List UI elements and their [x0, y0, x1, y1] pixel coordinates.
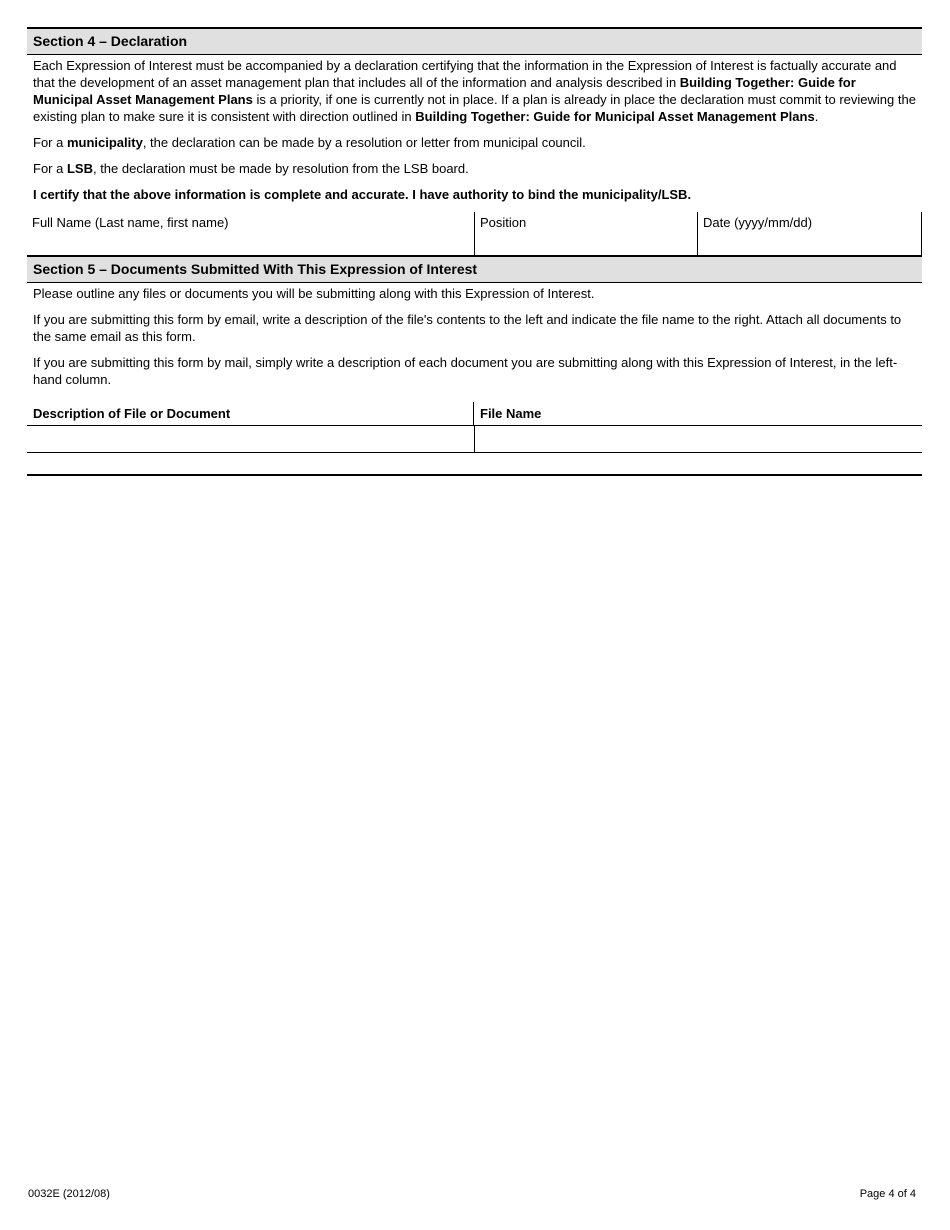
position-field[interactable]	[475, 212, 698, 255]
declaration-intro-text-2: is a priority, if one is currently not in place. If a plan is already in place the declaration must commit to reviewing the existing plan to make sure it is consistent with direction outlined in	[33, 92, 916, 124]
section-4-header	[27, 27, 922, 55]
page-number: Page 4 of 4	[859, 1188, 916, 1200]
position-label: Position	[480, 215, 527, 230]
declaration-intro-paragraph	[27, 57, 922, 125]
full-name-label: Full Name (Last name, first name)	[32, 215, 229, 230]
form-page	[27, 27, 922, 476]
lsb-paragraph	[27, 160, 922, 177]
documents-table-header	[27, 402, 922, 426]
lsb-text-1: For a	[33, 161, 67, 176]
municipality-bold: municipality	[66, 135, 143, 150]
declaration-intro-text-3: .	[814, 109, 819, 124]
municipality-text-1: For a	[33, 135, 67, 150]
guide-title-bold-1: Building Together: Guide for Municipal Asset Management Plans	[33, 75, 856, 107]
full-name-field[interactable]	[27, 212, 475, 255]
table-row	[27, 426, 922, 453]
declaration-intro-text-1: Each Expression of Interest must be accompanied by a declaration certifying that the information in the Expression of Interest is factually accurate and that the development of an asset management plan that includes all of the information and analysis described in	[33, 58, 897, 90]
municipality-text-2: , the declaration can be made by a resolution or letter from municipal council.	[142, 135, 586, 150]
section-4-title: Section 4 – Declaration	[33, 33, 188, 49]
table-bottom-row	[27, 453, 922, 476]
documents-intro-paragraph: Please outline any files or documents you will be submitting along with this Expression of Interest.	[33, 286, 595, 301]
form-id: 0032E (2012/08)	[28, 1188, 110, 1200]
date-label: Date (yyyy/mm/dd)	[703, 215, 813, 230]
section-5-title: Section 5 – Documents Submitted With This Expression of Interest	[33, 261, 478, 277]
lsb-bold: LSB	[66, 161, 93, 176]
section-5-header	[27, 255, 922, 283]
email-instructions-paragraph: If you are submitting this form by email, write a description of the file's contents to the left and indicate the file name to the right. Attach all documents to the same email as this form.	[33, 312, 902, 344]
file-name-input-cell[interactable]	[475, 426, 923, 452]
file-name-column-header: File Name	[480, 406, 542, 421]
lsb-text-2: , the declaration must be made by resolution from the LSB board.	[92, 161, 469, 176]
certification-statement: I certify that the above information is complete and accurate. I have authority to bind the municipality/LSB.	[33, 187, 692, 202]
mail-instructions-paragraph: If you are submitting this form by mail, simply write a description of each document you are submitting along with this Expression of Interest, in the left-hand column.	[33, 355, 898, 387]
description-input-cell[interactable]	[27, 426, 475, 452]
signature-row	[27, 212, 922, 255]
date-field[interactable]	[698, 212, 922, 255]
municipality-paragraph	[27, 134, 922, 151]
description-column-header: Description of File or Document	[27, 402, 474, 425]
guide-title-bold-2: Building Together: Guide for Municipal Asset Management Plans	[415, 109, 815, 124]
